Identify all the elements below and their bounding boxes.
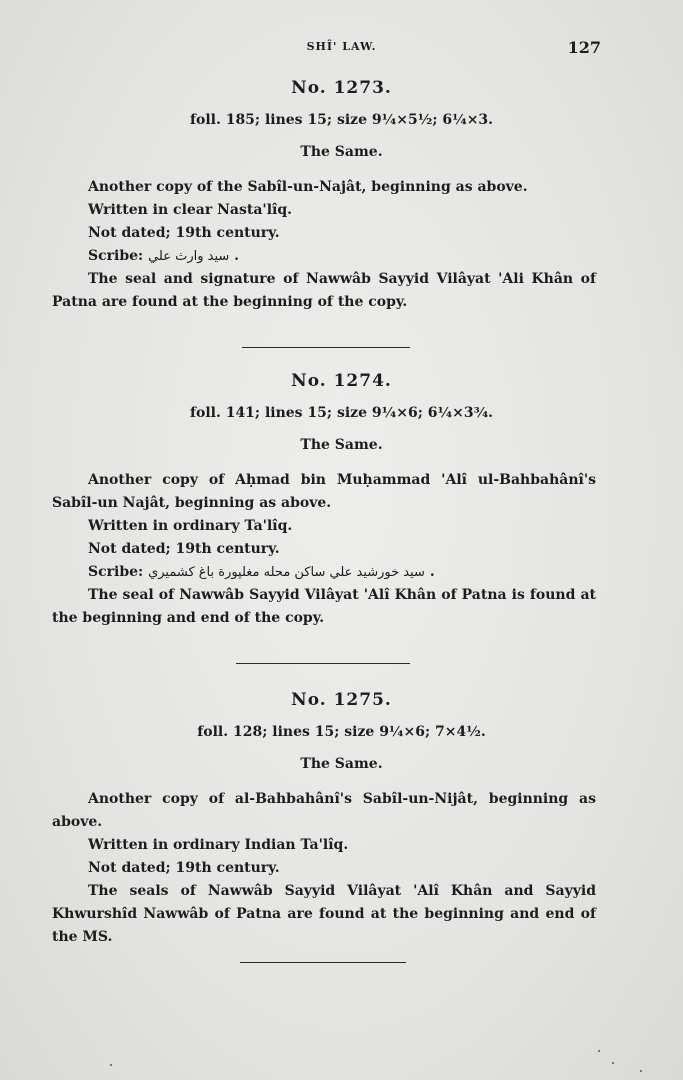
entry-note: The seal of Nawwâb Sayyid Vilâyat 'Alî Khân of Patna is found at the beginning and end of the copy. (52, 587, 596, 626)
scribe-name: سید وارث علي (148, 249, 230, 264)
entry-date: Not dated; 19th century. (88, 541, 280, 557)
entry-title: The Same. (300, 437, 383, 453)
entry-specs: foll. 128; lines 15; size 9¼×6; 7×4½. (197, 724, 486, 740)
print-speck (110, 1064, 112, 1066)
entry-title: The Same. (300, 756, 383, 772)
entry-body (52, 788, 596, 949)
entry-number: No. 1273. (291, 78, 392, 98)
scribe-label: Scribe: (88, 248, 144, 264)
entry-note: The seal and signature of Nawwâb Sayyid Vilâyat 'Ali Khân of Patna are found at the beginning of the copy. (52, 271, 596, 310)
section-divider (236, 663, 410, 664)
catalog-entry-1274 (0, 369, 683, 630)
entry-date: Not dated; 19th century. (88, 225, 280, 241)
entry-description: Another copy of al-Bahbahânî's Sabîl-un-Nijât, beginning as above. (52, 791, 596, 830)
catalog-entry-1273 (0, 76, 683, 314)
entry-script: Written in clear Nasta'lîq. (88, 202, 292, 218)
entry-number: No. 1274. (291, 371, 392, 391)
page-header (0, 38, 683, 58)
catalog-entry-1275 (0, 688, 683, 949)
section-divider (240, 962, 406, 963)
section-divider (242, 347, 410, 348)
entry-script: Written in ordinary Indian Ta'lîq. (88, 837, 349, 853)
scribe-label: Scribe: (88, 564, 144, 580)
entry-body (52, 176, 596, 314)
entry-specs: foll. 185; lines 15; size 9¼×5½; 6¼×3. (189, 112, 494, 128)
page-number: 127 (567, 38, 601, 57)
entry-script: Written in ordinary Ta'lîq. (88, 518, 293, 534)
entry-number: No. 1275. (291, 690, 392, 710)
entry-description: Another copy of Aḥmad bin Muḥammad 'Alî ul-Bahbahânî's Sabîl-un Najât, beginning as above. (52, 472, 596, 511)
entry-date: Not dated; 19th century. (88, 860, 280, 876)
entry-scribe: Scribe: سید وارث علي . (88, 248, 240, 264)
entry-specs: foll. 141; lines 15; size 9¼×6; 6¼×3¾. (189, 405, 494, 421)
entry-note: The seals of Nawwâb Sayyid Vilâyat 'Alî Khân and Sayyid Khwurshîd Nawwâb of Patna are found at the beginning and end of the MS. (52, 883, 596, 945)
print-speck (612, 1062, 614, 1064)
entry-title: The Same. (300, 144, 383, 160)
scribe-name: سید خورشید علي ساکن محله مغلپورة باغ کشمیري (148, 565, 425, 580)
print-speck (598, 1050, 600, 1052)
entry-body (52, 469, 596, 630)
print-speck (640, 1070, 642, 1072)
entry-description: Another copy of the Sabîl-un-Najât, beginning as above. (88, 179, 528, 195)
entry-scribe: Scribe: سید خورشید علي ساکن محله مغلپورة باغ کشمیري . (88, 564, 435, 580)
running-head: SHÎ' LAW. (306, 40, 377, 53)
